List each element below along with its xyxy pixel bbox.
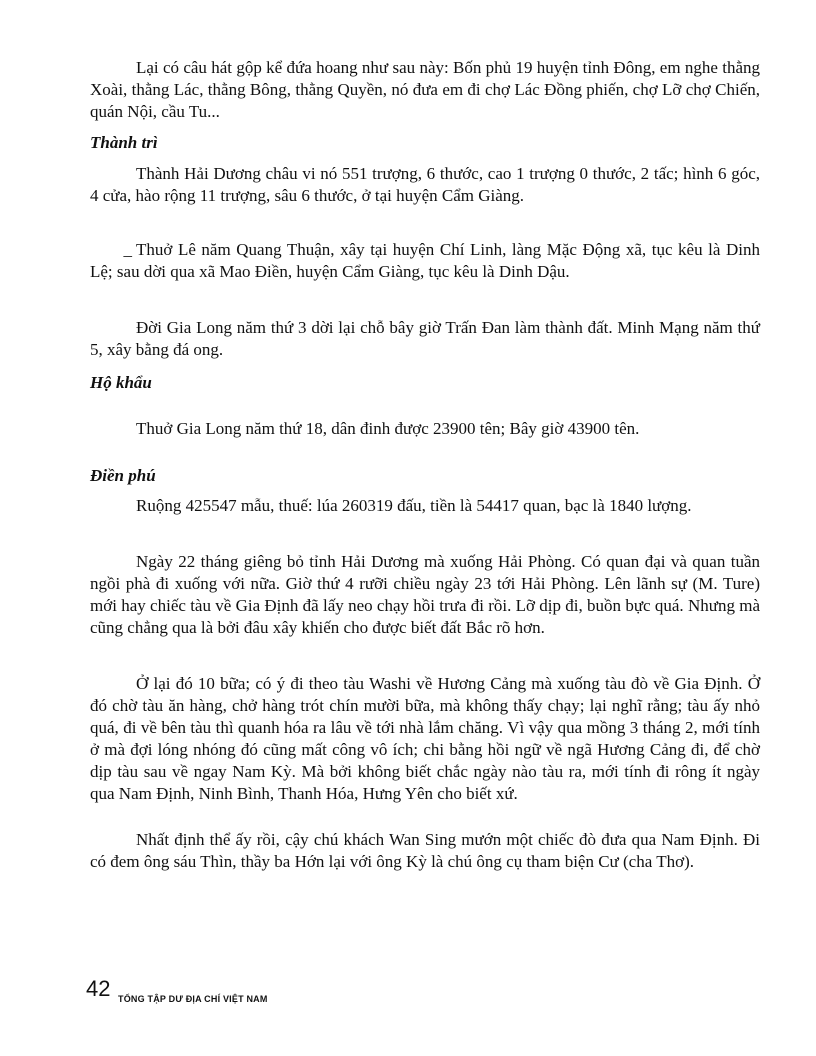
paragraph-text: Thuở Lê năm Quang Thuận, xây tại huyện Chí Linh, làng Mặc Động xã, tục kêu là Dinh Lệ; sau dời qua xã Mao Điền, huyện Cẩm Giàng, tục kêu là Dinh Dậu. (90, 240, 760, 281)
page-number: 42 (86, 976, 111, 1001)
running-title: TỔNG TẬP DƯ ĐỊA CHÍ VIỆT NAM (118, 994, 268, 1004)
paragraph: Ở lại đó 10 bữa; có ý đi theo tàu Washi về Hương Cảng mà xuống tàu đò về Gia Định. Ở đó chờ tàu ăn hàng, chở hàng trót chín mười bữa, mà không thấy chạy; lại nghĩ rằng; tàu ấy nhỏ quá, đi về bên tàu thì quanh hóa ra lâu về tới nhà lắm chăng. Vì vậy qua mồng 3 tháng 2, mới tính ở mà đợi lóng nhóng đó cũng mất công vô ích; chi bằng hồi ngữ về ngã Hương Cảng đi, để chờ dịp tàu sau về ngay Nam Kỳ. Mà bởi không biết chắc ngày nào tàu ra, mới tính đi rông ít ngày qua Nam Định, Ninh Bình, Thanh Hóa, Hưng Yên cho biết xứ. (90, 674, 760, 803)
paragraph: Nhất định thể ấy rồi, cậy chú khách Wan Sing mướn một chiếc đò đưa qua Nam Định. Đi có đem ông sáu Thìn, thầy ba Hớn lại với ông Kỳ là chú ông cụ tham biện Cư (cha Thơ). (90, 830, 760, 871)
paragraph: Thành Hải Dương châu vi nó 551 trượng, 6 thước, cao 1 trượng 0 thước, 2 tấc; hình 6 góc, 4 cửa, hào rộng 11 trượng, sâu 6 thước, ở tại huyện Cẩm Giàng. (90, 164, 760, 205)
paragraph: Thuở Gia Long năm thứ 18, dân đinh được 23900 tên; Bây giờ 43900 tên. (136, 419, 640, 438)
section-heading-dien-phu: Điền phú (90, 466, 156, 485)
dash-mark: _ (123, 240, 132, 259)
section-heading-ho-khau: Hộ khẩu (90, 373, 152, 392)
paragraph: Ruộng 425547 mẫu, thuế: lúa 260319 đấu, tiền là 54417 quan, bạc là 1840 lượng. (136, 496, 692, 515)
paragraph: Đời Gia Long năm thứ 3 dời lại chỗ bây giờ Trấn Đan làm thành đất. Minh Mạng năm thứ 5, xây bằng đá ong. (90, 318, 760, 359)
paragraph: Ngày 22 tháng giêng bỏ tỉnh Hải Dương mà xuống Hải Phòng. Có quan đại và quan tuần ngồi phà đi xuống với nữa. Giờ thứ 4 rưỡi chiều ngày 23 tới Hải Phòng. Lên lãnh sự (M. Ture) mới hay chiếc tàu về Gia Định đã lấy neo chạy hồi trưa đi rồi. Lỡ dịp đi, buồn bực quá. Nhưng mà cũng chẳng qua là bởi đâu xây khiến cho được biết đất Bắc rõ hơn. (90, 552, 760, 637)
paragraph (90, 239, 760, 283)
paragraph: Lại có câu hát gộp kể đứa hoang như sau này: Bốn phủ 19 huyện tỉnh Đông, em nghe thằng Xoài, thằng Lác, thằng Bông, thằng Quyền, nó đưa em đi chợ Lác Đồng phiến, chợ Lỡ chợ Chiến, quán Nội, cầu Tu... (90, 58, 760, 121)
section-heading-thanh-tri: Thành trì (90, 133, 158, 152)
